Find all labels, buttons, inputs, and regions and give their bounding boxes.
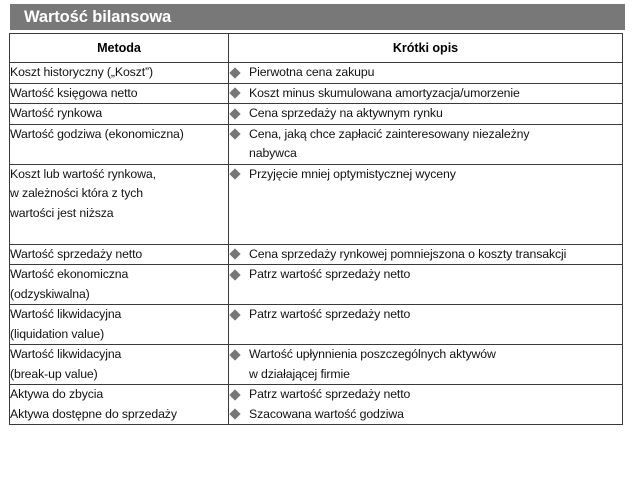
- table-row: [10, 104, 623, 125]
- table-row: [10, 83, 623, 104]
- cell-description: [229, 305, 623, 345]
- cell-method: [10, 265, 229, 305]
- bullet-list-item: [229, 305, 622, 325]
- table-row: [10, 385, 623, 405]
- method-line: wartości jest niższa: [10, 205, 114, 220]
- diamond-bullet-icon: [229, 389, 240, 400]
- cell-method: [10, 83, 229, 104]
- description-line: Cena sprzedaży na aktywnym rynku: [249, 106, 443, 120]
- method-line: w zależności która z tych: [10, 186, 143, 200]
- diamond-bullet-icon: [229, 128, 240, 139]
- description-line: Wartość upłynnienia poszczególnych aktywów: [249, 347, 496, 361]
- cell-method: [10, 345, 229, 385]
- diamond-bullet-icon: [229, 248, 240, 259]
- bullet-list-item: [229, 165, 622, 185]
- cell-method: [10, 244, 229, 265]
- cell-method: [10, 405, 229, 425]
- cell-description: [229, 244, 623, 265]
- table-row: [10, 124, 623, 164]
- method-line: Wartość likwidacyjna: [10, 347, 122, 361]
- bullet-list-item: [229, 265, 622, 285]
- description-line: Cena sprzedaży rynkowej pomniejszona o koszty transakcji: [249, 246, 567, 261]
- table-row: [10, 164, 623, 244]
- description-line: Patrz wartość sprzedaży netto: [249, 387, 411, 401]
- cell-description: [229, 104, 623, 125]
- cell-description: [229, 405, 623, 425]
- cell-method: [10, 104, 229, 125]
- cell-method: [10, 124, 229, 164]
- table-header: [10, 34, 623, 63]
- bullet-list-item: [229, 405, 622, 425]
- cell-description: [229, 385, 623, 405]
- cell-method: [10, 63, 229, 84]
- cell-method: [10, 164, 229, 244]
- table-row: [10, 305, 623, 345]
- method-line: Koszt historyczny („Koszt”): [10, 65, 153, 79]
- table-row: [10, 405, 623, 425]
- description-line: Patrz wartość sprzedaży netto: [249, 307, 411, 321]
- method-line: Wartość godziwa (ekonomiczna): [10, 126, 184, 141]
- table-row: [10, 265, 623, 305]
- method-line: Wartość księgowa netto: [10, 85, 138, 100]
- description-line: Patrz wartość sprzedaży netto: [249, 267, 411, 281]
- bullet-list-item: [229, 385, 622, 405]
- description-line: Pierwotna cena zakupu: [249, 65, 375, 79]
- method-line: Wartość rynkowa: [10, 106, 103, 120]
- bullet-list-item: [229, 245, 622, 265]
- description-line: w działającej firmie: [249, 366, 350, 381]
- column-header-method: Metoda: [10, 34, 229, 63]
- diamond-bullet-icon: [229, 309, 240, 320]
- cell-method: [10, 305, 229, 345]
- diamond-bullet-icon: [229, 108, 240, 119]
- description-line: Szacowana wartość godziwa: [249, 406, 404, 421]
- cell-description: [229, 124, 623, 164]
- cell-description: [229, 83, 623, 104]
- diamond-bullet-icon: [229, 408, 240, 419]
- method-line: Wartość sprzedaży netto: [10, 246, 143, 261]
- bullet-list-item: [229, 63, 622, 83]
- table-row: [10, 244, 623, 265]
- method-line: Aktywa do zbycia: [10, 387, 104, 401]
- valuation-methods-table: [9, 33, 623, 425]
- column-header-description: Krótki opis: [229, 34, 623, 63]
- cell-method: [10, 385, 229, 405]
- method-line: Aktywa dostępne do sprzedaży: [10, 406, 177, 421]
- diamond-bullet-icon: [229, 168, 240, 179]
- method-line: Wartość ekonomiczna: [10, 267, 129, 281]
- diamond-bullet-icon: [229, 67, 240, 78]
- table-row: [10, 345, 623, 385]
- bullet-list-item: [229, 345, 622, 384]
- document-title-bar: [10, 4, 625, 30]
- description-line: Koszt minus skumulowana amortyzacja/umorzenie: [249, 85, 520, 100]
- table-body: [10, 63, 623, 425]
- description-line: Cena, jaką chce zapłacić zainteresowany niezależny: [249, 126, 530, 141]
- description-line: Przyjęcie mniej optymistycznej wyceny: [249, 166, 456, 181]
- method-line: Koszt lub wartość rynkowa,: [10, 166, 156, 181]
- method-line: Wartość likwidacyjna: [10, 307, 122, 321]
- bullet-list-item: [229, 104, 622, 124]
- cell-description: [229, 164, 623, 244]
- method-line: (liquidation value): [10, 326, 105, 341]
- method-line: (odzyskiwalna): [10, 286, 90, 301]
- method-line: (break-up value): [10, 366, 98, 381]
- description-line: nabywca: [249, 146, 297, 160]
- cell-description: [229, 265, 623, 305]
- diamond-bullet-icon: [229, 269, 240, 280]
- page-title: Wartość bilansowa: [24, 7, 172, 26]
- bullet-list-item: [229, 84, 622, 104]
- table-row: [10, 63, 623, 84]
- diamond-bullet-icon: [229, 87, 240, 98]
- table-header-row: [10, 34, 623, 63]
- cell-description: [229, 63, 623, 84]
- diamond-bullet-icon: [229, 349, 240, 360]
- bullet-list-item: [229, 125, 622, 164]
- cell-description: [229, 345, 623, 385]
